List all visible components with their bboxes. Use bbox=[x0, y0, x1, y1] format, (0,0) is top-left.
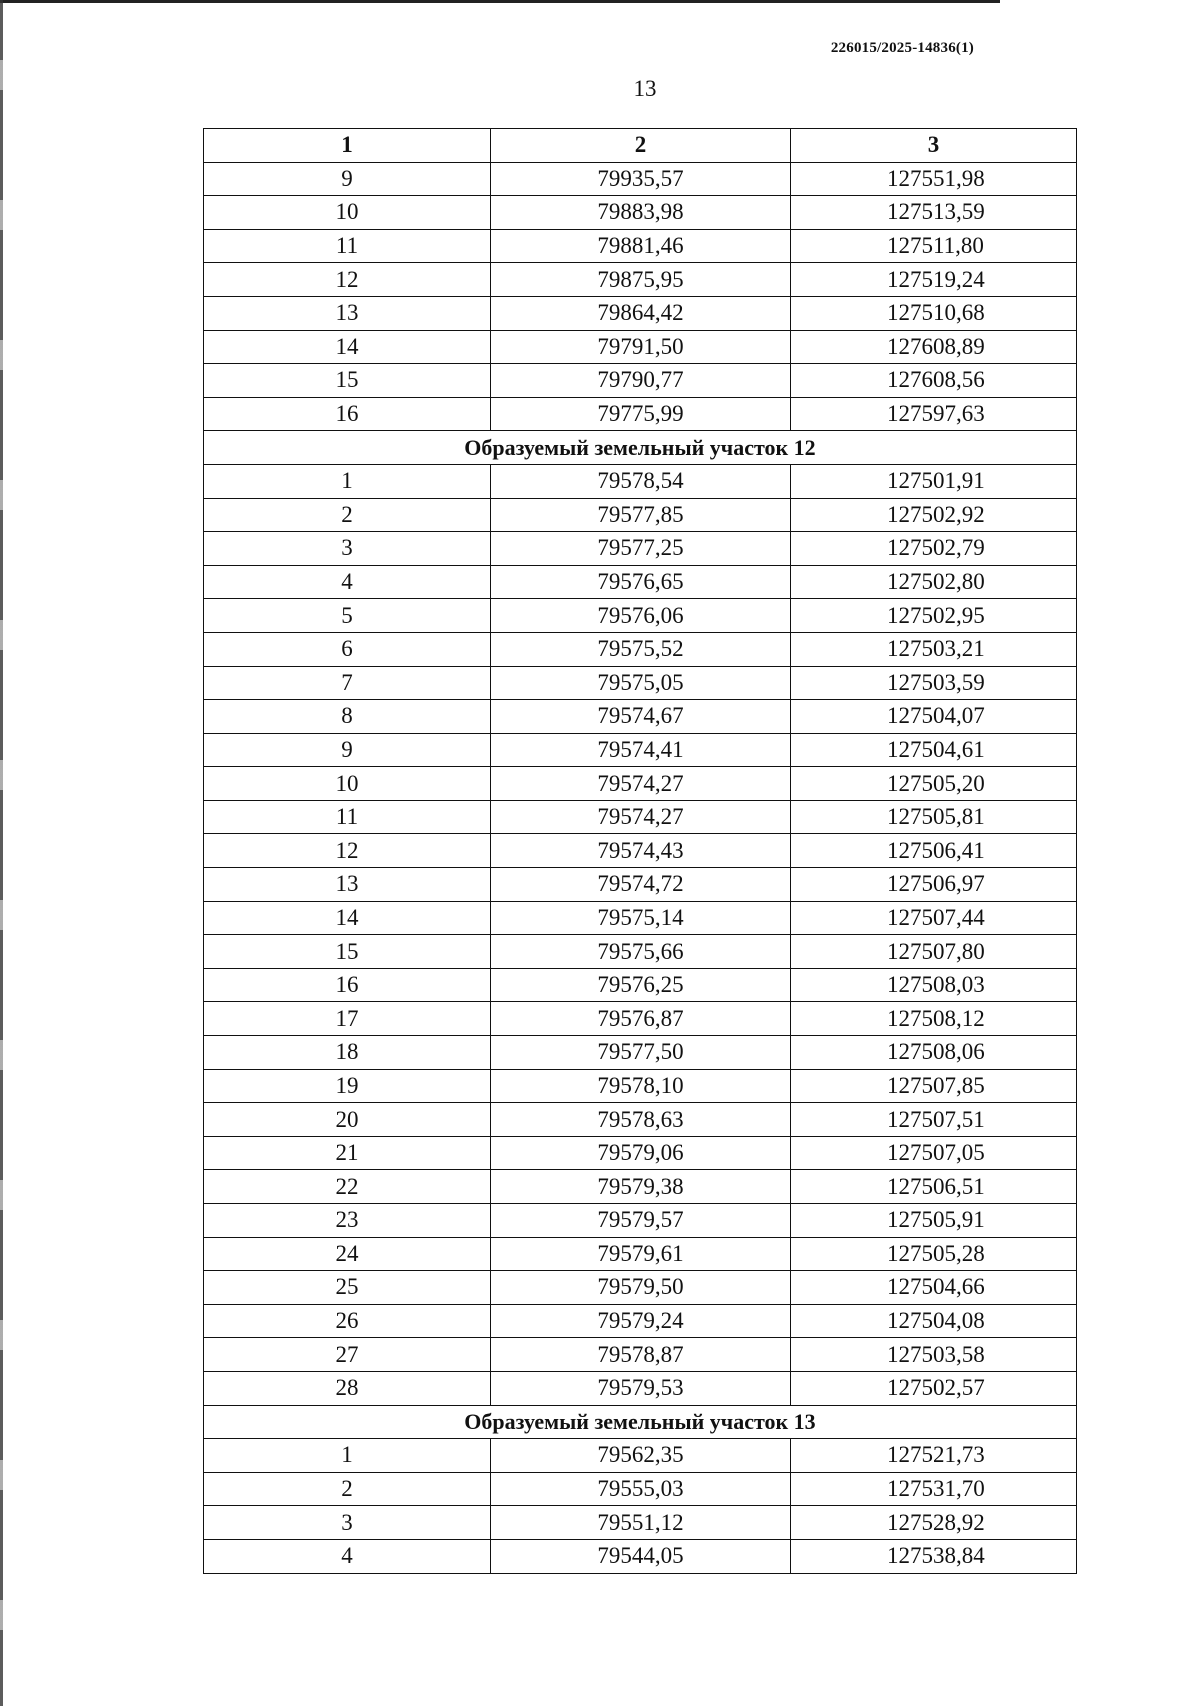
table-row bbox=[204, 330, 1077, 364]
coordinate-x-cell: 79575,66 bbox=[491, 935, 791, 969]
point-number-cell: 5 bbox=[204, 599, 491, 633]
section-heading-row bbox=[204, 1405, 1077, 1439]
coordinates-table bbox=[203, 128, 1077, 1574]
column-header-1: 1 bbox=[204, 129, 491, 163]
coordinate-y-cell: 127505,91 bbox=[791, 1204, 1077, 1238]
point-number-cell: 2 bbox=[204, 1472, 491, 1506]
point-number-cell: 25 bbox=[204, 1271, 491, 1305]
coordinate-x-cell: 79579,57 bbox=[491, 1204, 791, 1238]
coordinate-x-cell: 79576,06 bbox=[491, 599, 791, 633]
table-row bbox=[204, 196, 1077, 230]
section-title: Образуемый земельный участок 12 bbox=[204, 431, 1077, 465]
coordinate-x-cell: 79574,72 bbox=[491, 868, 791, 902]
table-row bbox=[204, 767, 1077, 801]
scan-edge-left bbox=[0, 0, 3, 1706]
coordinate-x-cell: 79935,57 bbox=[491, 162, 791, 196]
point-number-cell: 14 bbox=[204, 901, 491, 935]
coordinate-y-cell: 127504,66 bbox=[791, 1271, 1077, 1305]
coordinate-y-cell: 127528,92 bbox=[791, 1506, 1077, 1540]
table-row bbox=[204, 1338, 1077, 1372]
coordinate-y-cell: 127505,28 bbox=[791, 1237, 1077, 1271]
table-row bbox=[204, 868, 1077, 902]
coordinate-y-cell: 127503,58 bbox=[791, 1338, 1077, 1372]
point-number-cell: 16 bbox=[204, 968, 491, 1002]
table-row bbox=[204, 498, 1077, 532]
coordinate-y-cell: 127508,03 bbox=[791, 968, 1077, 1002]
point-number-cell: 7 bbox=[204, 666, 491, 700]
coordinate-x-cell: 79881,46 bbox=[491, 229, 791, 263]
coordinate-x-cell: 79544,05 bbox=[491, 1539, 791, 1573]
point-number-cell: 8 bbox=[204, 700, 491, 734]
coordinate-y-cell: 127504,08 bbox=[791, 1304, 1077, 1338]
coordinate-y-cell: 127608,89 bbox=[791, 330, 1077, 364]
table-row bbox=[204, 1103, 1077, 1137]
point-number-cell: 15 bbox=[204, 935, 491, 969]
coordinate-x-cell: 79562,35 bbox=[491, 1439, 791, 1473]
point-number-cell: 12 bbox=[204, 834, 491, 868]
coordinate-x-cell: 79578,54 bbox=[491, 464, 791, 498]
coordinate-x-cell: 79864,42 bbox=[491, 296, 791, 330]
coordinate-y-cell: 127531,70 bbox=[791, 1472, 1077, 1506]
column-header-3: 3 bbox=[791, 129, 1077, 163]
table-row bbox=[204, 1002, 1077, 1036]
point-number-cell: 3 bbox=[204, 532, 491, 566]
point-number-cell: 3 bbox=[204, 1506, 491, 1540]
point-number-cell: 22 bbox=[204, 1170, 491, 1204]
table-row bbox=[204, 263, 1077, 297]
point-number-cell: 4 bbox=[204, 1539, 491, 1573]
coordinate-x-cell: 79790,77 bbox=[491, 364, 791, 398]
coordinate-x-cell: 79576,65 bbox=[491, 565, 791, 599]
coordinate-x-cell: 79578,87 bbox=[491, 1338, 791, 1372]
point-number-cell: 20 bbox=[204, 1103, 491, 1137]
document-number: 226015/2025-14836(1) bbox=[830, 40, 974, 56]
section-heading-row bbox=[204, 431, 1077, 465]
coordinate-x-cell: 79575,52 bbox=[491, 632, 791, 666]
coordinate-x-cell: 79555,03 bbox=[491, 1472, 791, 1506]
coordinate-x-cell: 79791,50 bbox=[491, 330, 791, 364]
table-row bbox=[204, 1204, 1077, 1238]
coordinate-x-cell: 79579,38 bbox=[491, 1170, 791, 1204]
coordinate-x-cell: 79577,50 bbox=[491, 1036, 791, 1070]
coordinate-y-cell: 127507,85 bbox=[791, 1069, 1077, 1103]
table-row bbox=[204, 834, 1077, 868]
coordinate-x-cell: 79775,99 bbox=[491, 397, 791, 431]
point-number-cell: 13 bbox=[204, 296, 491, 330]
point-number-cell: 28 bbox=[204, 1371, 491, 1405]
point-number-cell: 27 bbox=[204, 1338, 491, 1372]
coordinate-y-cell: 127508,06 bbox=[791, 1036, 1077, 1070]
coordinate-y-cell: 127501,91 bbox=[791, 464, 1077, 498]
coordinate-y-cell: 127505,81 bbox=[791, 800, 1077, 834]
table-row bbox=[204, 935, 1077, 969]
point-number-cell: 1 bbox=[204, 1439, 491, 1473]
point-number-cell: 9 bbox=[204, 162, 491, 196]
point-number-cell: 10 bbox=[204, 767, 491, 801]
point-number-cell: 4 bbox=[204, 565, 491, 599]
table-row bbox=[204, 1539, 1077, 1573]
table-row bbox=[204, 1472, 1077, 1506]
coordinate-y-cell: 127506,51 bbox=[791, 1170, 1077, 1204]
table-row bbox=[204, 1506, 1077, 1540]
table-row bbox=[204, 1371, 1077, 1405]
coordinate-y-cell: 127502,92 bbox=[791, 498, 1077, 532]
table-row bbox=[204, 229, 1077, 263]
coordinate-y-cell: 127507,44 bbox=[791, 901, 1077, 935]
table-row bbox=[204, 1439, 1077, 1473]
table-row bbox=[204, 364, 1077, 398]
coordinate-x-cell: 79574,27 bbox=[491, 800, 791, 834]
point-number-cell: 1 bbox=[204, 464, 491, 498]
coordinate-y-cell: 127521,73 bbox=[791, 1439, 1077, 1473]
coordinate-x-cell: 79574,27 bbox=[491, 767, 791, 801]
table-row bbox=[204, 1170, 1077, 1204]
coordinate-y-cell: 127513,59 bbox=[791, 196, 1077, 230]
column-header-2: 2 bbox=[491, 129, 791, 163]
coordinate-x-cell: 79579,53 bbox=[491, 1371, 791, 1405]
coordinate-x-cell: 79579,50 bbox=[491, 1271, 791, 1305]
coordinate-y-cell: 127510,68 bbox=[791, 296, 1077, 330]
point-number-cell: 12 bbox=[204, 263, 491, 297]
table-row bbox=[204, 700, 1077, 734]
table-row bbox=[204, 397, 1077, 431]
coordinate-y-cell: 127511,80 bbox=[791, 229, 1077, 263]
page-number: 13 bbox=[633, 76, 657, 101]
coordinate-x-cell: 79579,24 bbox=[491, 1304, 791, 1338]
section-title: Образуемый земельный участок 13 bbox=[204, 1405, 1077, 1439]
coordinate-x-cell: 79883,98 bbox=[491, 196, 791, 230]
table-row bbox=[204, 1136, 1077, 1170]
coordinate-y-cell: 127503,21 bbox=[791, 632, 1077, 666]
table-row bbox=[204, 1036, 1077, 1070]
point-number-cell: 2 bbox=[204, 498, 491, 532]
table-row bbox=[204, 532, 1077, 566]
coordinate-x-cell: 79574,41 bbox=[491, 733, 791, 767]
coordinate-y-cell: 127504,07 bbox=[791, 700, 1077, 734]
table-row bbox=[204, 800, 1077, 834]
coordinate-y-cell: 127507,51 bbox=[791, 1103, 1077, 1137]
table-body bbox=[204, 162, 1077, 1573]
coordinate-x-cell: 79574,67 bbox=[491, 700, 791, 734]
table-row bbox=[204, 565, 1077, 599]
coordinate-y-cell: 127503,59 bbox=[791, 666, 1077, 700]
coordinate-x-cell: 79577,85 bbox=[491, 498, 791, 532]
table-row bbox=[204, 632, 1077, 666]
table-row bbox=[204, 296, 1077, 330]
coordinate-x-cell: 79575,05 bbox=[491, 666, 791, 700]
point-number-cell: 9 bbox=[204, 733, 491, 767]
coordinate-y-cell: 127508,12 bbox=[791, 1002, 1077, 1036]
table-row bbox=[204, 968, 1077, 1002]
table-row bbox=[204, 901, 1077, 935]
coordinate-x-cell: 79576,87 bbox=[491, 1002, 791, 1036]
coordinate-y-cell: 127608,56 bbox=[791, 364, 1077, 398]
point-number-cell: 10 bbox=[204, 196, 491, 230]
coordinate-x-cell: 79577,25 bbox=[491, 532, 791, 566]
coordinate-y-cell: 127502,79 bbox=[791, 532, 1077, 566]
point-number-cell: 16 bbox=[204, 397, 491, 431]
point-number-cell: 13 bbox=[204, 868, 491, 902]
table-row bbox=[204, 733, 1077, 767]
coordinate-x-cell: 79575,14 bbox=[491, 901, 791, 935]
coordinate-y-cell: 127502,95 bbox=[791, 599, 1077, 633]
coordinate-x-cell: 79576,25 bbox=[491, 968, 791, 1002]
coordinate-y-cell: 127505,20 bbox=[791, 767, 1077, 801]
coordinate-x-cell: 79578,63 bbox=[491, 1103, 791, 1137]
coordinate-x-cell: 79579,06 bbox=[491, 1136, 791, 1170]
coordinate-y-cell: 127502,80 bbox=[791, 565, 1077, 599]
coordinate-y-cell: 127538,84 bbox=[791, 1539, 1077, 1573]
point-number-cell: 21 bbox=[204, 1136, 491, 1170]
point-number-cell: 18 bbox=[204, 1036, 491, 1070]
coordinate-y-cell: 127506,41 bbox=[791, 834, 1077, 868]
table-row bbox=[204, 1069, 1077, 1103]
coordinate-x-cell: 79574,43 bbox=[491, 834, 791, 868]
scan-edge-top bbox=[0, 0, 1000, 3]
coordinate-y-cell: 127597,63 bbox=[791, 397, 1077, 431]
point-number-cell: 23 bbox=[204, 1204, 491, 1238]
table-row bbox=[204, 1304, 1077, 1338]
coordinate-y-cell: 127506,97 bbox=[791, 868, 1077, 902]
table-header-row bbox=[204, 129, 1077, 163]
coordinate-x-cell: 79578,10 bbox=[491, 1069, 791, 1103]
coordinate-y-cell: 127507,05 bbox=[791, 1136, 1077, 1170]
table-row bbox=[204, 1237, 1077, 1271]
coordinate-y-cell: 127507,80 bbox=[791, 935, 1077, 969]
coordinate-y-cell: 127504,61 bbox=[791, 733, 1077, 767]
table-row bbox=[204, 1271, 1077, 1305]
table-row bbox=[204, 464, 1077, 498]
coordinate-y-cell: 127502,57 bbox=[791, 1371, 1077, 1405]
coordinate-x-cell: 79551,12 bbox=[491, 1506, 791, 1540]
table-row bbox=[204, 162, 1077, 196]
point-number-cell: 11 bbox=[204, 800, 491, 834]
table-row bbox=[204, 666, 1077, 700]
coordinate-x-cell: 79579,61 bbox=[491, 1237, 791, 1271]
coordinate-y-cell: 127551,98 bbox=[791, 162, 1077, 196]
point-number-cell: 11 bbox=[204, 229, 491, 263]
point-number-cell: 19 bbox=[204, 1069, 491, 1103]
table-row bbox=[204, 599, 1077, 633]
coordinate-y-cell: 127519,24 bbox=[791, 263, 1077, 297]
coordinate-x-cell: 79875,95 bbox=[491, 263, 791, 297]
point-number-cell: 6 bbox=[204, 632, 491, 666]
point-number-cell: 24 bbox=[204, 1237, 491, 1271]
point-number-cell: 14 bbox=[204, 330, 491, 364]
point-number-cell: 26 bbox=[204, 1304, 491, 1338]
point-number-cell: 15 bbox=[204, 364, 491, 398]
point-number-cell: 17 bbox=[204, 1002, 491, 1036]
